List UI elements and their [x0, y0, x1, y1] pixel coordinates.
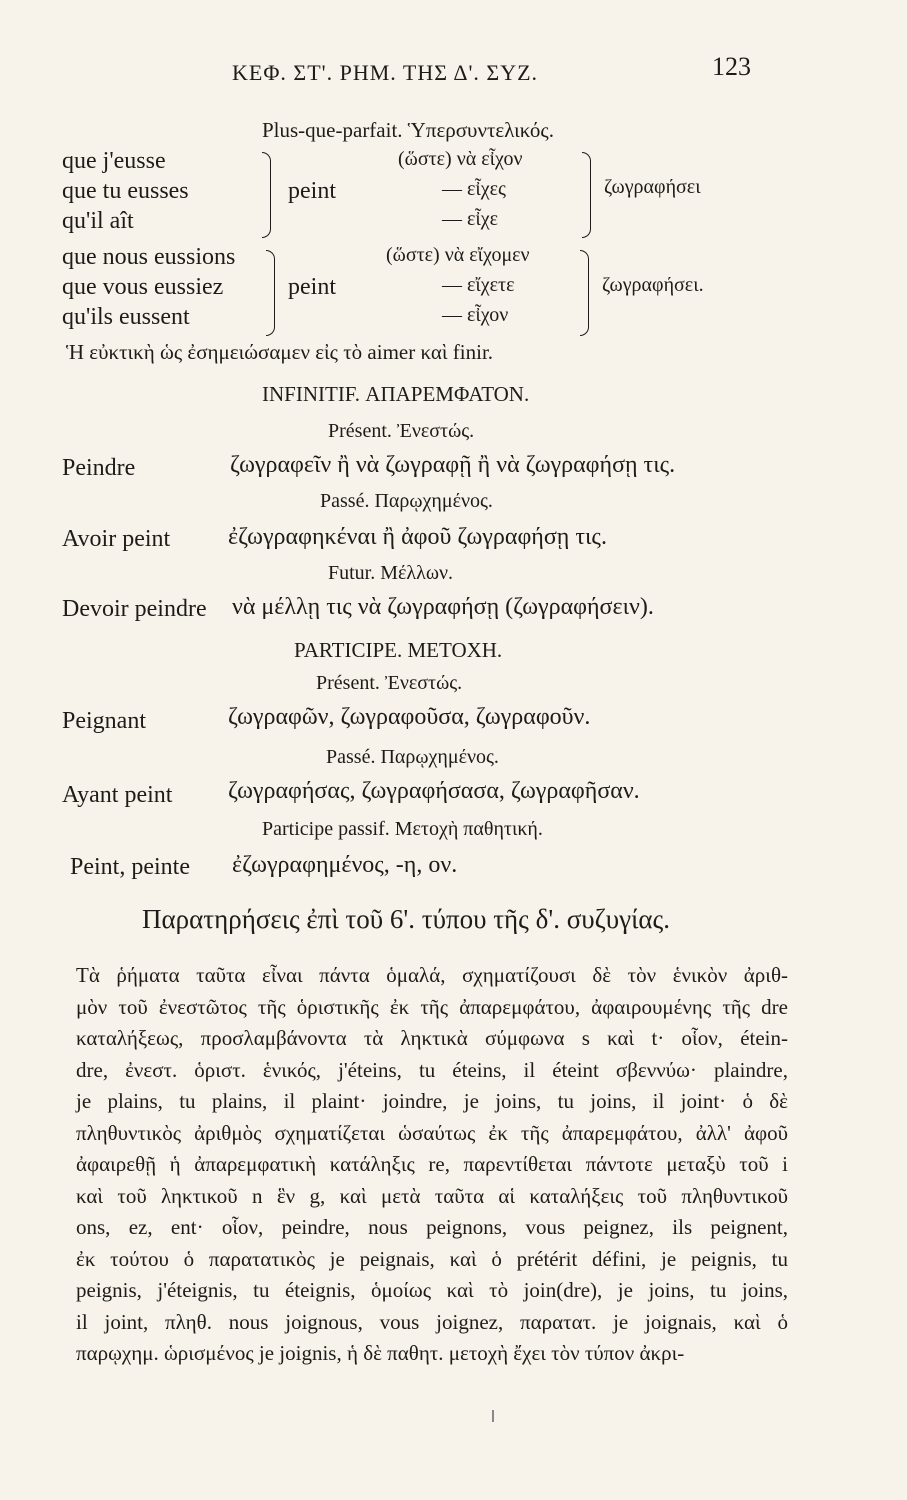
paragraph-line: μὸν τοῦ ἐνεστῶτος τῆς ὁριστικῆς ἐκ τῆς ἀπαρεμφάτου, ἀφαιρουμένης τῆς dre	[76, 994, 788, 1019]
optative-note: Ἡ εὐκτικὴ ὡς ἐσημειώσαμεν εἰς τὸ aimer καὶ finir.	[66, 340, 494, 364]
pqp-greek-5: — εἴχετε	[442, 274, 515, 296]
left-brace	[262, 152, 271, 238]
participe-passif-label: Participe passif. Μετοχὴ παθητική.	[262, 818, 543, 840]
participe-present-label: Présent. Ἐνεστώς.	[316, 672, 463, 694]
infinitif-present-label: Présent. Ἐνεστώς.	[328, 420, 475, 442]
pqp-pronoun-1: que j'eusse	[62, 148, 166, 174]
pqp-greek-1: (ὥστε) νὰ εἶχον	[398, 148, 523, 170]
participe-passe-gr: ζωγραφήσας, ζωγραφήσασα, ζωγραφῆσαν.	[228, 778, 640, 804]
paragraph-line: je plains, tu plains, il plaint· joindre, je joins, tu joins, il joint· ὁ δὲ	[76, 1089, 788, 1113]
participe-heading: PARTICIPE. ΜΕΤΟΧΗ.	[294, 638, 503, 662]
pqp-pronoun-5: que vous eussiez	[62, 274, 224, 300]
participe-passe-label: Passé. Παρῳχημένος.	[326, 746, 499, 768]
pqp-greek-2: — εἶχες	[442, 178, 506, 200]
observations-paragraph	[76, 960, 788, 1370]
infinitif-present-fr: Peindre	[62, 455, 136, 481]
pqp-pronoun-3: qu'il aît	[62, 208, 134, 234]
pqp-greek-3: — εἶχε	[442, 208, 499, 230]
paragraph-line: ons, ez, ent· οἷον, peindre, nous peignons, vous peignez, ils peignent,	[76, 1215, 788, 1239]
pqp-pronoun-4: que nous eussions	[62, 244, 236, 270]
infinitif-futur-label: Futur. Μέλλων.	[328, 562, 454, 584]
infinitif-passe-label: Passé. Παρῳχημένος.	[320, 490, 493, 512]
running-title: ΚΕΦ. ΣΤ'. ΡΗΜ. ΤΗΣ Δ'. ΣΥΖ.	[232, 60, 539, 85]
pqp-greek-4: (ὥστε) νὰ εἴχομεν	[386, 244, 530, 266]
page-number: 123	[712, 52, 751, 81]
infinitif-passe-fr: Avoir peint	[62, 526, 171, 552]
paragraph-line: καταλήξεως, προσλαμβάνοντα τὰ ληκτικὰ σύμφωνα s καὶ t· οἷον, étein-	[76, 1026, 788, 1050]
right-brace	[582, 152, 591, 238]
participe-passe-fr: Ayant peint	[62, 782, 173, 808]
pqp-pronoun-6: qu'ils eussent	[62, 304, 190, 330]
participe-passif-fr: Peint, peinte	[70, 854, 190, 880]
paragraph-line: il joint, πληθ. nous joignous, vous joignez, παρατατ. je joignais, καὶ ὁ	[76, 1309, 788, 1334]
infinitif-futur-gr: νὰ μέλλῃ τις νὰ ζωγραφήσῃ (ζωγραφήσειν).	[232, 594, 654, 620]
pqp-verb-sing: ζωγραφήσει	[604, 176, 701, 198]
paragraph-line: ἀφαιρεθῇ ἡ ἀπαρεμφατικὴ κατάληξις re, παρεντίθεται πάντοτε μεταξὺ τοῦ i	[76, 1152, 788, 1176]
participe-present-fr: Peignant	[62, 708, 146, 734]
paragraph-line: παρῳχημ. ὡρισμένος je joignis, ἡ δὲ παθητ. μετοχὴ ἔχει τὸν τύπον ἀκρι-	[76, 1341, 685, 1365]
participe-present-gr: ζωγραφῶν, ζωγραφοῦσα, ζωγραφοῦν.	[228, 704, 591, 730]
pqp-pronoun-2: que tu eusses	[62, 178, 189, 204]
observations-title: Παρατηρήσεις ἐπὶ τοῦ 6'. τύπου τῆς δ'. συζυγίας.	[142, 904, 670, 934]
pqp-greek-6: — εἶχον	[442, 304, 509, 326]
paragraph-line: Τὰ ῥήματα ταῦτα εἶναι πάντα ὁμαλά, σχηματίζουσι δὲ τὸν ἑνικὸν ἀριθ-	[76, 963, 788, 987]
print-mark	[492, 1410, 494, 1422]
infinitif-present-gr: ζωγραφεῖν ἢ νὰ ζωγραφῇ ἢ νὰ ζωγραφήσῃ τις.	[230, 452, 676, 478]
pqp-verb-plur: ζωγραφήσει.	[602, 274, 704, 296]
right-brace	[580, 250, 589, 336]
pqp-participle-sing: peint	[288, 178, 336, 204]
paragraph-line: ἐκ τούτου ὁ παρατατικὸς je peignais, καὶ ὁ prétérit défini, je peignis, tu	[76, 1246, 788, 1271]
pqp-participle-plur: peint	[288, 274, 336, 300]
infinitif-futur-fr: Devoir peindre	[62, 596, 207, 622]
paragraph-line: dre, ἐνεστ. ὁριστ. ἑνικός, j'éteins, tu éteins, il éteint σβεννύω· plaindre,	[76, 1057, 788, 1082]
paragraph-line: πληθυντικὸς ἀριθμὸς σχηματίζεται ὡσαύτως ἐκ τῆς ἀπαρεμφάτου, ἀλλ' ἀφοῦ	[76, 1120, 788, 1145]
plusqueparfait-heading: Plus-que-parfait. Ὑπερσυντελικός.	[262, 118, 554, 142]
paragraph-line: peignis, j'éteignis, tu éteignis, ὁμοίως καὶ τὸ join(dre), je joins, tu joins,	[76, 1278, 788, 1302]
left-brace	[266, 250, 275, 336]
infinitif-heading: INFINITIF. ΑΠΑΡΕΜΦΑΤΟΝ.	[262, 382, 530, 406]
participe-passif-gr: ἐζωγραφημένος, -η, ον.	[232, 852, 458, 878]
paragraph-line: καὶ τοῦ ληκτικοῦ n ἓν g, καὶ μετὰ ταῦτα αἱ καταλήξεις τοῦ πληθυντικοῦ	[76, 1183, 788, 1208]
infinitif-passe-gr: ἐζωγραφηκέναι ἢ ἀφοῦ ζωγραφήσῃ τις.	[228, 524, 607, 550]
